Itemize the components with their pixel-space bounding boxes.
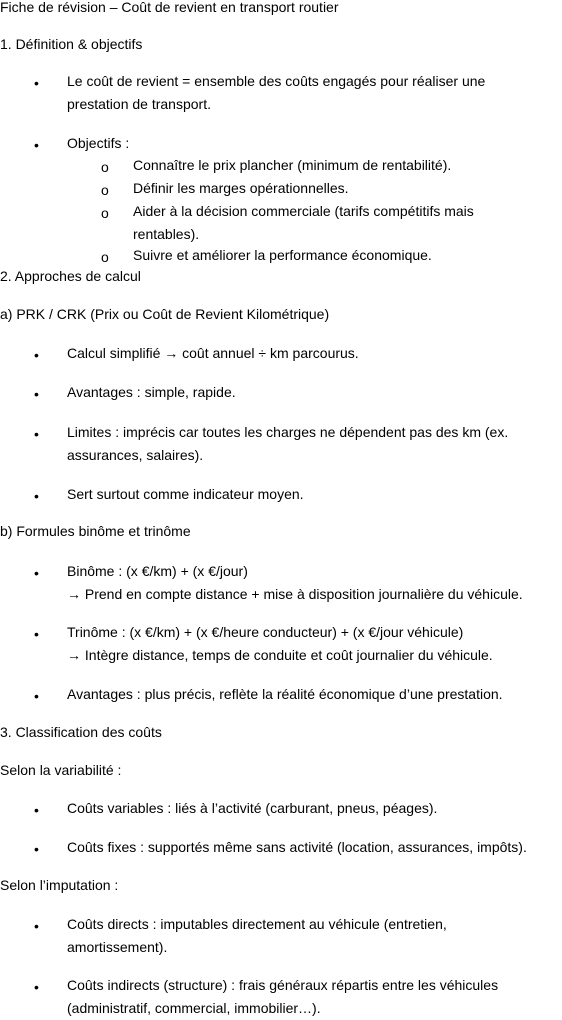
bullet-marker: • — [34, 841, 39, 857]
imp-bullet-directs: Coûts directs : imputables directement au véhicule (entretien, amortissement). — [67, 916, 447, 955]
a-bullet-limites: Limites : imprécis car toutes les charges ne dépendent pas des km (ex. assurances, salaires). — [67, 424, 509, 463]
bullet-marker: • — [34, 488, 39, 504]
var-bullet-fixes: Coûts fixes : supportés même sans activité (location, assurances, impôts). — [67, 839, 527, 855]
bullet-marker: • — [34, 626, 39, 642]
bullet-marker: • — [34, 979, 39, 995]
b-bullet-trinome: Trinôme : (x €/km) + (x €/heure conducteur) + (x €/jour véhicule) → Intègre distance, temps de conduite et coût journalier du véhicule. — [67, 624, 493, 663]
s1-bullet-objectifs: Objectifs : — [67, 135, 130, 151]
section-1-heading: 1. Définition & objectifs — [0, 36, 143, 52]
sub-item-prix-plancher: Connaître le prix plancher (minimum de rentabilité). — [133, 157, 452, 173]
sub-item-decision: Aider à la décision commerciale (tarifs compétitifs mais rentables). — [133, 203, 474, 242]
sub-item-performance: Suivre et améliorer la performance économique. — [133, 247, 432, 263]
document-title: Fiche de révision – Coût de revient en transport routier — [0, 0, 339, 15]
sub-bullet-marker: o — [101, 249, 109, 265]
bullet-marker: • — [34, 137, 39, 153]
b-bullet-binome: Binôme : (x €/km) + (x €/jour) → Prend en compte distance + mise à disposition journalière du véhicule. — [67, 563, 523, 602]
sub-bullet-marker: o — [101, 159, 109, 175]
imp-bullet-indirects: Coûts indirects (structure) : frais généraux répartis entre les véhicules (administratif, commercial, immobilier…). — [67, 977, 499, 1016]
bullet-marker: • — [34, 386, 39, 402]
bullet-marker: • — [34, 802, 39, 818]
bullet-marker: • — [34, 565, 39, 581]
a-bullet-indicateur: Sert surtout comme indicateur moyen. — [67, 486, 304, 502]
section-3-heading: 3. Classification des coûts — [0, 724, 162, 740]
sub-bullet-marker: o — [101, 182, 109, 198]
imputation-heading: Selon l’imputation : — [0, 877, 119, 893]
var-bullet-variables: Coûts variables : liés à l’activité (carburant, pneus, péages). — [67, 800, 438, 816]
bullet-marker: • — [34, 426, 39, 442]
bullet-marker: • — [34, 75, 39, 91]
sub-item-marges: Définir les marges opérationnelles. — [133, 180, 349, 196]
section-2-heading: 2. Approches de calcul — [0, 268, 141, 284]
subsection-a-heading: a) PRK / CRK (Prix ou Coût de Revient Kilométrique) — [0, 306, 330, 322]
bullet-marker: • — [34, 347, 39, 363]
b-bullet-avantages: Avantages : plus précis, reflète la réalité économique d’une prestation. — [67, 686, 503, 702]
bullet-marker: • — [34, 688, 39, 704]
variabilite-heading: Selon la variabilité : — [0, 762, 122, 778]
a-bullet-calcul: Calcul simplifié → coût annuel ÷ km parcourus. — [67, 345, 359, 361]
a-bullet-avantages: Avantages : simple, rapide. — [67, 384, 236, 400]
s1-bullet-definition: Le coût de revient = ensemble des coûts engagés pour réaliser une prestation de transport. — [67, 73, 486, 112]
bullet-marker: • — [34, 918, 39, 934]
sub-bullet-marker: o — [101, 205, 109, 221]
subsection-b-heading: b) Formules binôme et trinôme — [0, 523, 191, 539]
